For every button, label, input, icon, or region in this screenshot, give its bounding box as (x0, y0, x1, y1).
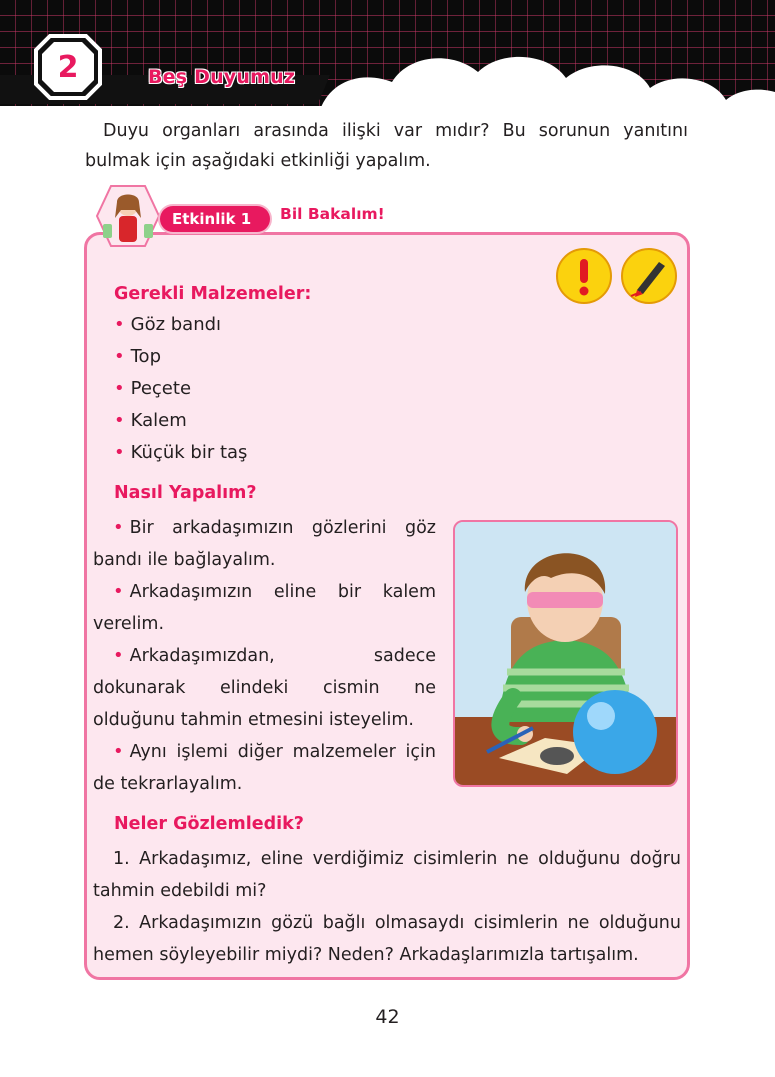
step-item (93, 640, 436, 736)
header-grid-background (0, 0, 775, 110)
activity-name: Bil Bakalım! (280, 205, 385, 223)
step-text: Aynı işlemi diğer malzemeler için de tekrarlayalım. (93, 742, 436, 794)
bullet-dot: • (113, 581, 124, 602)
illustration-drawing (455, 522, 676, 785)
step-item (93, 576, 436, 640)
bullet-dot: • (114, 410, 125, 431)
how-title: Nasıl Yapalım? (114, 483, 257, 503)
step-text: Arkadaşımızın eline bir kalem verelim. (93, 582, 436, 634)
scientist-girl-icon (95, 180, 161, 252)
material-label: Küçük bir taş (130, 442, 248, 463)
material-label: Peçete (130, 378, 192, 399)
question-item: 2. Arkadaşımızın gözü bağlı olmasaydı cisimlerin ne olduğunu hemen söyleyebilir miydi? Neden? Arkadaşlarımızla tartışalım. (93, 913, 681, 965)
blindfolded-child-illustration (453, 520, 678, 787)
step-item (93, 736, 436, 800)
material-item (114, 346, 161, 367)
material-label: Kalem (130, 410, 187, 431)
bullet-dot: • (113, 517, 124, 538)
bullet-dot: • (114, 378, 125, 399)
warning-icon (556, 248, 612, 304)
materials-title: Gerekli Malzemeler: (114, 284, 312, 304)
page-number: 42 (375, 1006, 400, 1028)
material-item (114, 442, 247, 463)
bullet-dot: • (113, 741, 124, 762)
unit-title: Beş Duyumuz (148, 66, 296, 88)
material-item (114, 378, 191, 399)
material-item (114, 314, 221, 335)
activity-label: Etkinlik 1 (160, 206, 270, 232)
material-label: Top (130, 346, 161, 367)
bullet-dot: • (114, 314, 125, 335)
pen-icon (621, 248, 677, 304)
step-text: Arkadaşımızdan, sadece dokunarak elindeki cismin ne olduğunu tahmin etmesini isteyelim. (93, 646, 436, 730)
bullet-dot: • (113, 645, 124, 666)
step-item (93, 512, 436, 576)
observe-title: Neler Gözlemledik? (114, 814, 304, 834)
material-item (114, 410, 187, 431)
question-item: 1. Arkadaşımız, eline verdiğimiz cisimlerin ne olduğunu doğru tahmin edebildi mi? (93, 849, 681, 901)
step-text: Bir arkadaşımızın gözlerini göz bandı ile bağlayalım. (93, 518, 436, 570)
unit-number: 2 (57, 49, 79, 85)
chapter-header (0, 0, 775, 110)
bullet-dot: • (114, 442, 125, 463)
material-label: Göz bandı (130, 314, 222, 335)
intro-paragraph: Duyu organları arasında ilişki var mıdır? Bu sorunun yanıtını bulmak için aşağıdaki etkinliği yapalım. (85, 121, 688, 171)
bullet-dot: • (114, 346, 125, 367)
